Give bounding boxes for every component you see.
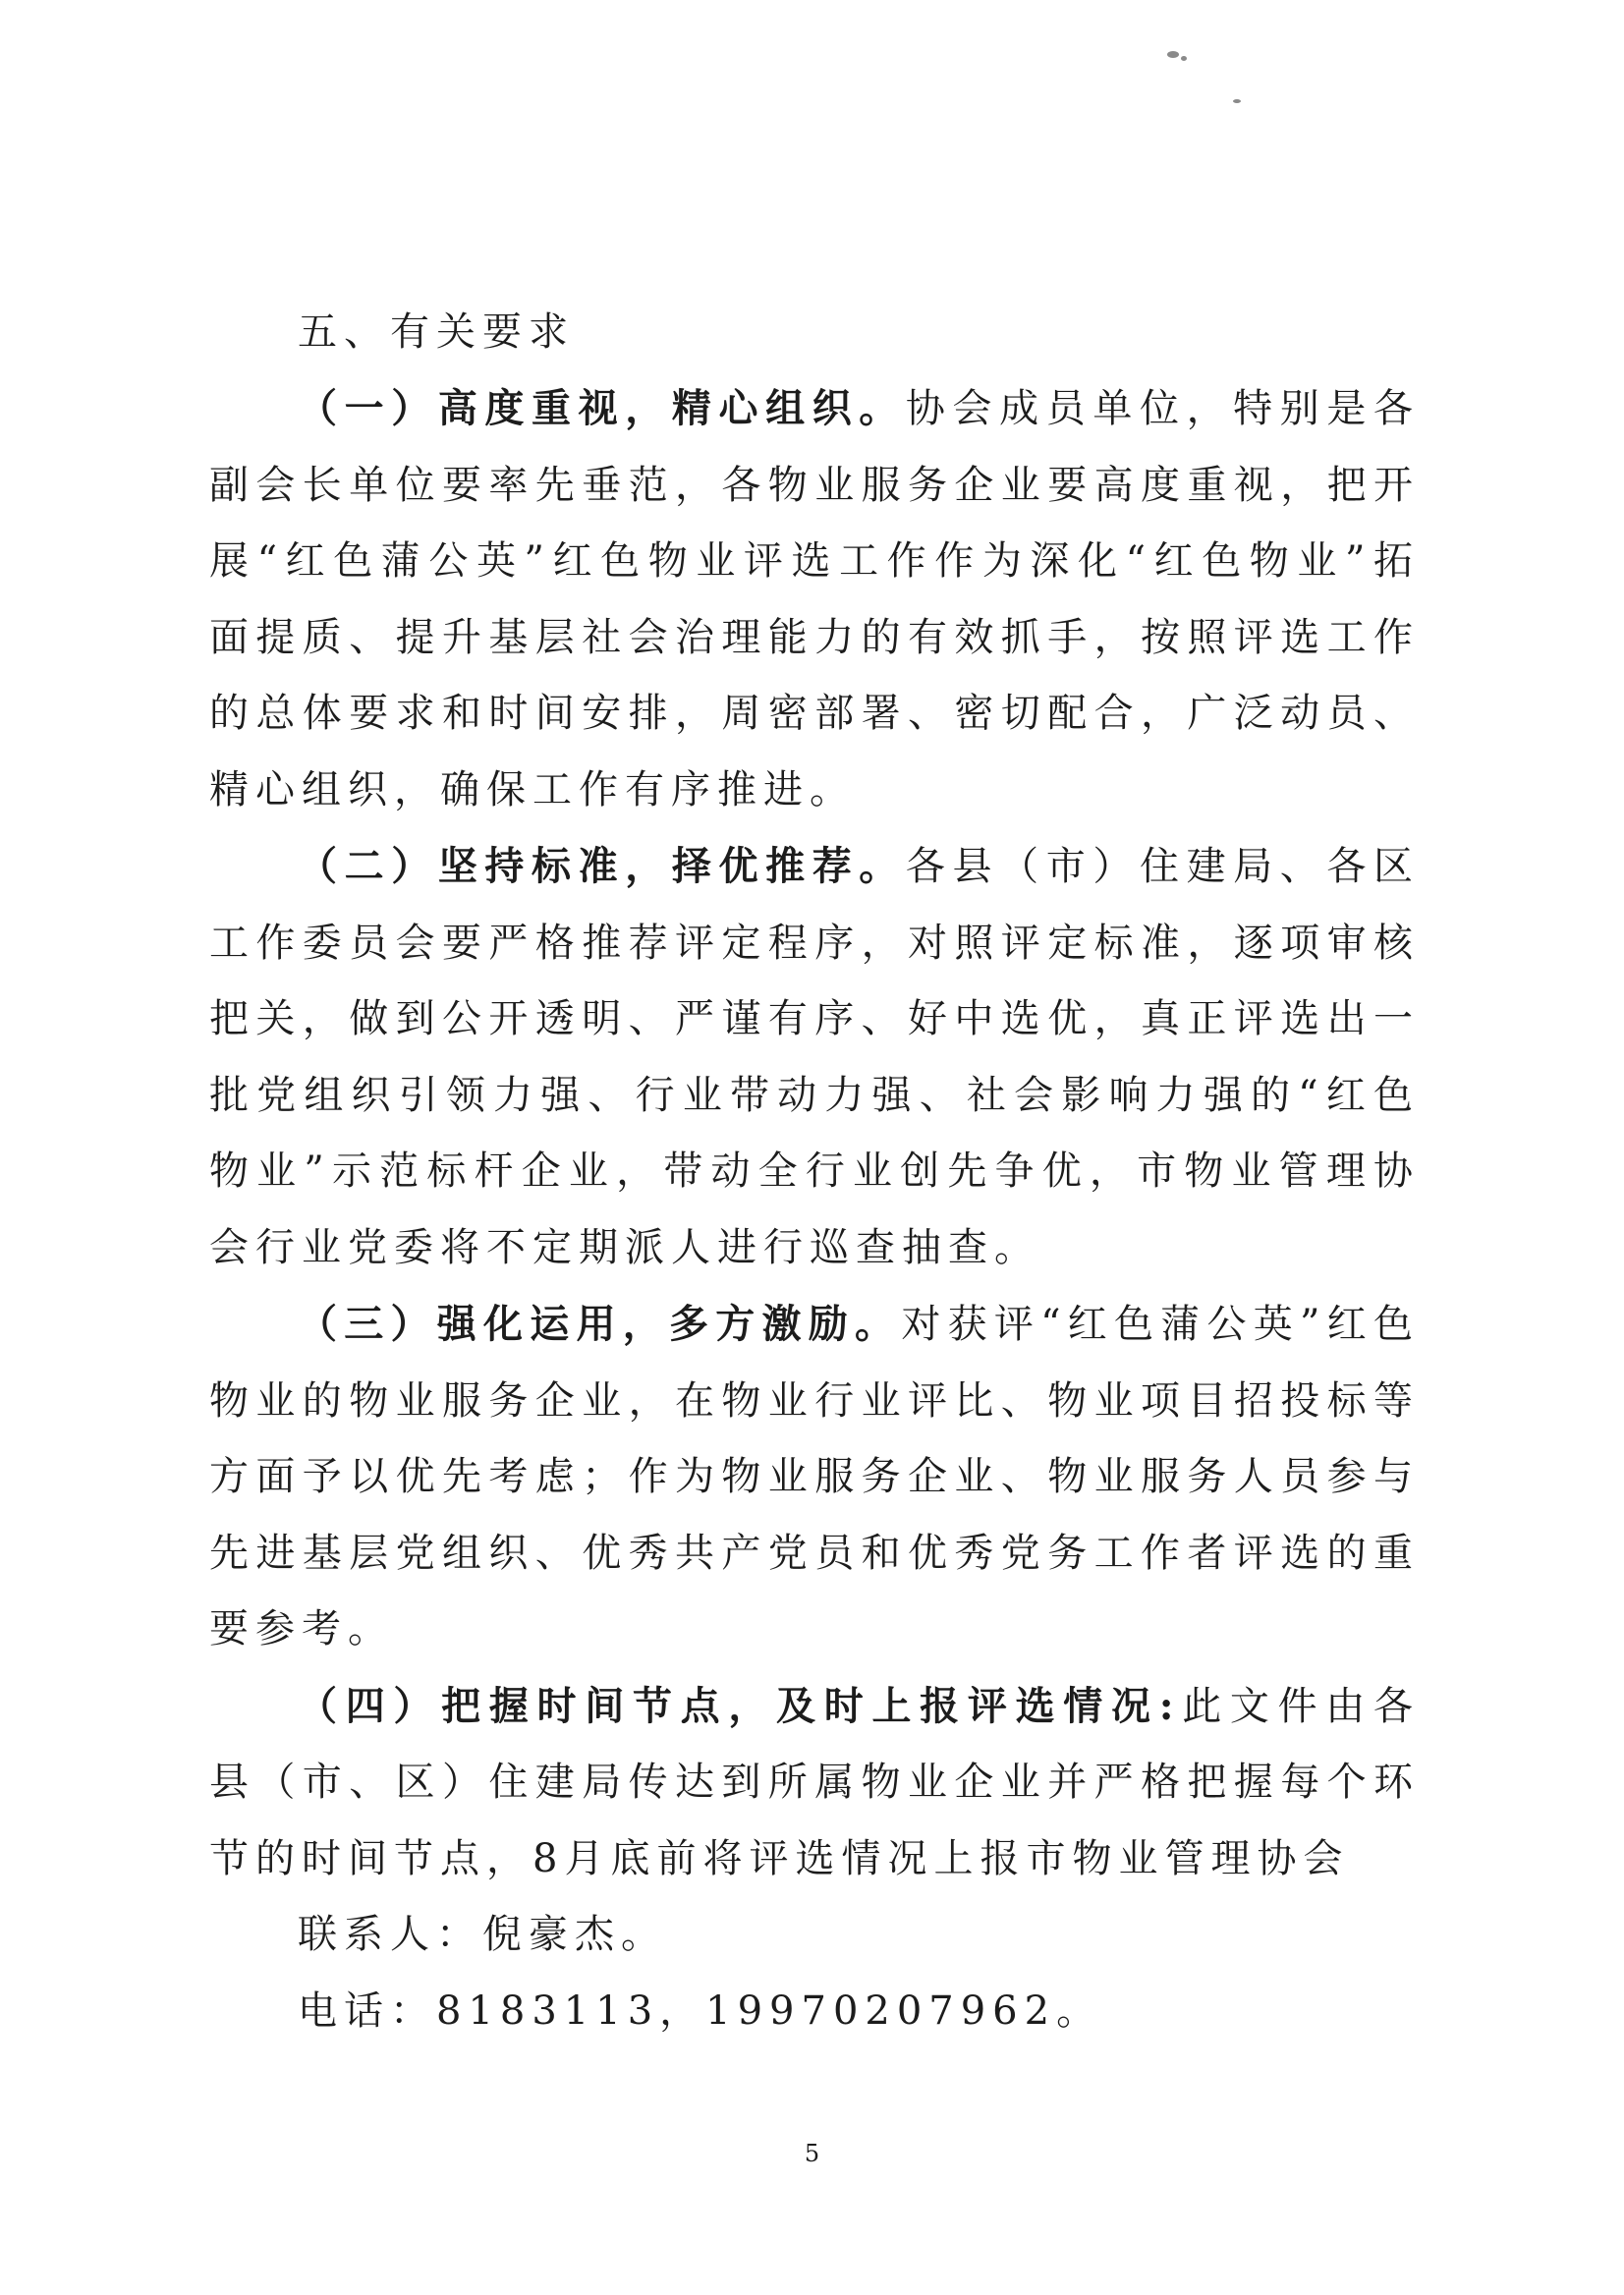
paragraph-4-lead: （四）把握时间节点，及时上报评选情况: xyxy=(298,1682,1181,1729)
paragraph-4 xyxy=(209,1668,1420,1898)
paragraph-3 xyxy=(209,1286,1420,1668)
paragraph-2-body: 各县（市）住建局、各区工作委员会要严格推荐评定程序，对照评定标准，逐项审核把关，做到公开透明、严谨有序、好中选优，真正评选出一批党组织引领力强、行业带动力强、社会影响力强的“红色物业”示范标杆企业，带动全行业创先争优，市物业管理协会行业党委将不定期派人进行巡查抽查。 xyxy=(209,844,1421,1270)
paragraph-1-lead: （一）高度重视，精心组织。 xyxy=(298,385,906,431)
section-body xyxy=(209,370,1420,2049)
paragraph-2 xyxy=(209,828,1420,1286)
scan-speck xyxy=(1233,99,1241,103)
scan-speck xyxy=(1181,56,1187,61)
paragraph-3-body: 对获评“红色蒲公英”红色物业的物业服务企业，在物业行业评比、物业项目招投标等方面予以优先考虑；作为物业服务企业、物业服务人员参与先进基层党组织、优秀共产党员和优秀党务工作者评选的重要参考。 xyxy=(209,1302,1421,1651)
contact-person: 联系人：倪豪杰。 xyxy=(298,1912,667,1957)
page-number: 5 xyxy=(804,2140,820,2167)
paragraph-1-body: 协会成员单位，特别是各副会长单位要率先垂范，各物业服务企业要高度重视，把开展“红色蒲公英”红色物业评选工作作为深化“红色物业”拓面提质、提升基层社会治理能力的有效抓手，按照评选工作的总体要求和时间安排，周密部署、密切配合，广泛动员、精心组织，确保工作有序推进。 xyxy=(209,386,1421,812)
paragraph-3-lead: （三）强化运用，多方激励。 xyxy=(298,1301,902,1347)
contact-phone: 电话：8183113，19970207962。 xyxy=(298,1987,1103,2034)
paragraph-1 xyxy=(209,370,1420,828)
section-heading: 五、有关要求 xyxy=(298,309,575,355)
paragraph-4-body: 此文件由各县（市、区）住建局传达到所属物业企业并严格把握每个环节的时间节点，8月底前将评选情况上报市物业管理协会 xyxy=(209,1683,1421,1881)
scan-speck xyxy=(1167,51,1179,58)
paragraph-2-lead: （二）坚持标准，择优推荐。 xyxy=(298,843,906,889)
